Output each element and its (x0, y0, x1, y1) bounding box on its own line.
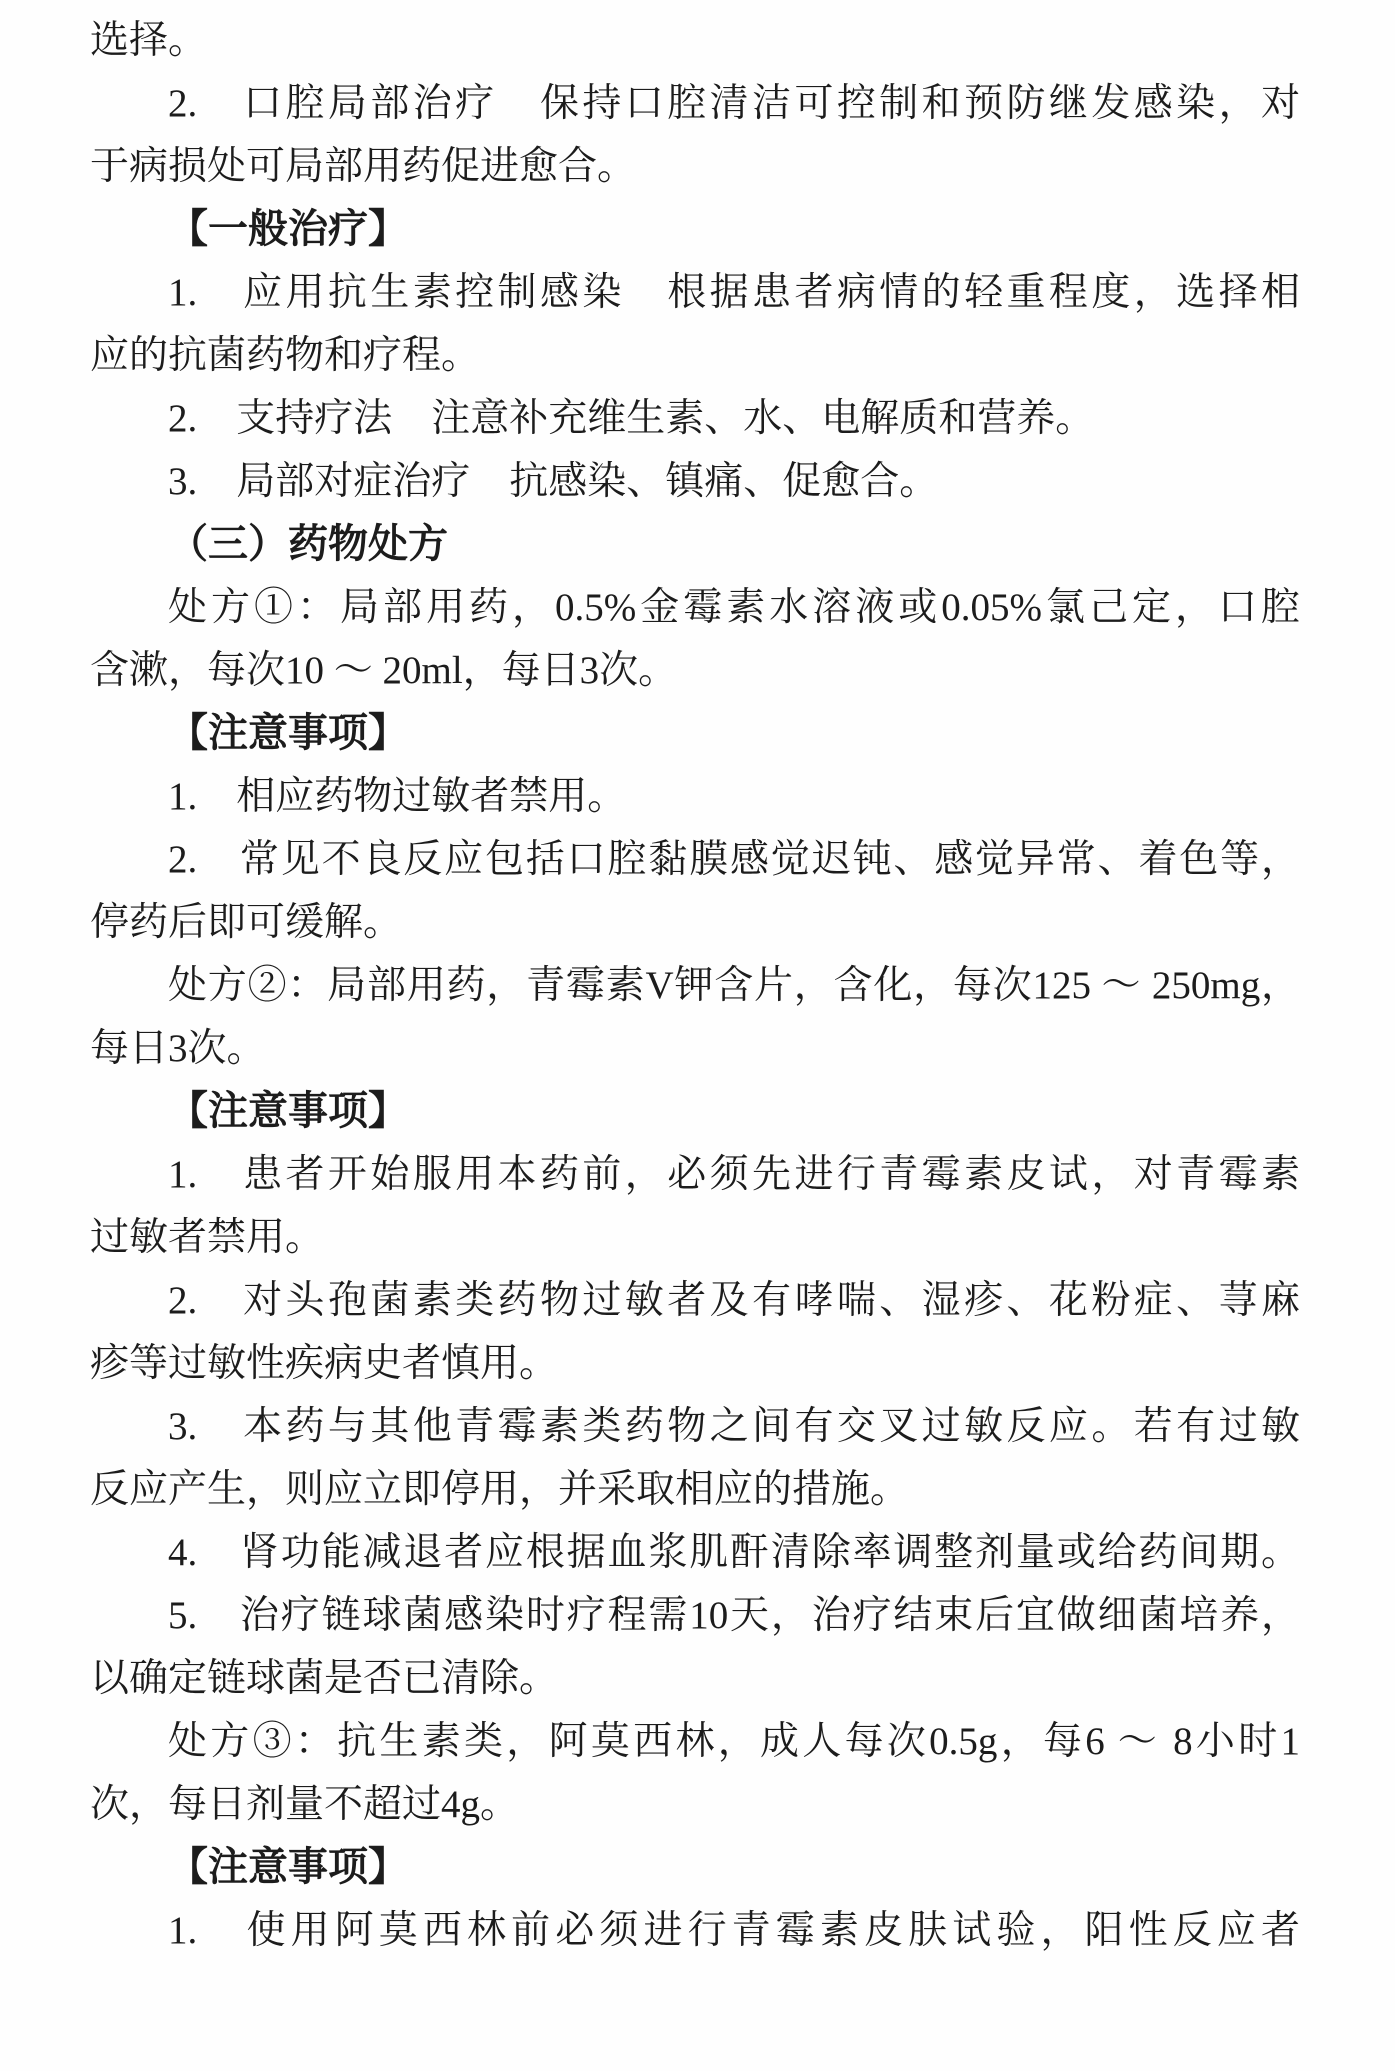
text-line: 4. 肾功能减退者应根据血浆肌酐清除率调整剂量或给药间期。 (168, 1531, 1300, 1574)
text-line: 1. 使用阿莫西林前必须进行青霉素皮肤试验，阳性反应者 (168, 1909, 1300, 1952)
section-heading-line: （三）药物处方 (168, 522, 448, 566)
text-line: 含漱，每次10 ～ 20ml，每日3次。 (90, 649, 678, 692)
section-heading-line: 【注意事项】 (168, 711, 408, 755)
text-line: 2. 对头孢菌素类药物过敏者及有哮喘、湿疹、花粉症、荨麻 (168, 1279, 1300, 1322)
text-line: 疹等过敏性疾病史者慎用。 (90, 1342, 559, 1385)
text-line: 3. 局部对症治疗 抗感染、镇痛、促愈合。 (168, 460, 939, 503)
text-line: 1. 患者开始服用本药前，必须先进行青霉素皮试，对青霉素 (168, 1153, 1300, 1196)
text-line: 处方②：局部用药，青霉素V钾含片，含化，每次125 ～ 250mg， (168, 964, 1300, 1007)
section-heading-line: 【一般治疗】 (168, 207, 408, 251)
text-line: 2. 支持疗法 注意补充维生素、水、电解质和营养。 (168, 397, 1095, 440)
text-line: 处方③：抗生素类，阿莫西林，成人每次0.5g，每6 ～ 8小时1 (168, 1720, 1300, 1763)
page-text-block (90, 9, 1300, 1962)
text-line: 处方①：局部用药，0.5%金霉素水溶液或0.05%氯己定，口腔 (168, 586, 1300, 629)
text-line: 1. 应用抗生素控制感染 根据患者病情的轻重程度，选择相 (168, 271, 1300, 314)
text-line: 2. 口腔局部治疗 保持口腔清洁可控制和预防继发感染，对 (168, 82, 1300, 125)
text-line: 以确定链球菌是否已清除。 (90, 1657, 559, 1700)
section-heading-line: 【注意事项】 (168, 1845, 408, 1889)
text-line: 3. 本药与其他青霉素类药物之间有交叉过敏反应。若有过敏 (168, 1405, 1300, 1448)
text-line: 每日3次。 (90, 1027, 266, 1070)
section-heading-line: 【注意事项】 (168, 1089, 408, 1133)
text-line: 次，每日剂量不超过4g。 (90, 1783, 520, 1826)
text-line: 选择。 (90, 19, 208, 62)
text-line: 2. 常见不良反应包括口腔黏膜感觉迟钝、感觉异常、着色等， (168, 838, 1300, 881)
text-line: 过敏者禁用。 (90, 1216, 325, 1259)
text-line: 应的抗菌药物和疗程。 (90, 334, 481, 377)
text-line: 停药后即可缓解。 (90, 901, 403, 944)
text-line: 5. 治疗链球菌感染时疗程需10天，治疗结束后宜做细菌培养， (168, 1594, 1300, 1637)
text-line: 反应产生，则应立即停用，并采取相应的措施。 (90, 1468, 910, 1511)
text-line: 于病损处可局部用药促进愈合。 (90, 145, 637, 188)
text-line: 1. 相应药物过敏者禁用。 (168, 775, 627, 818)
